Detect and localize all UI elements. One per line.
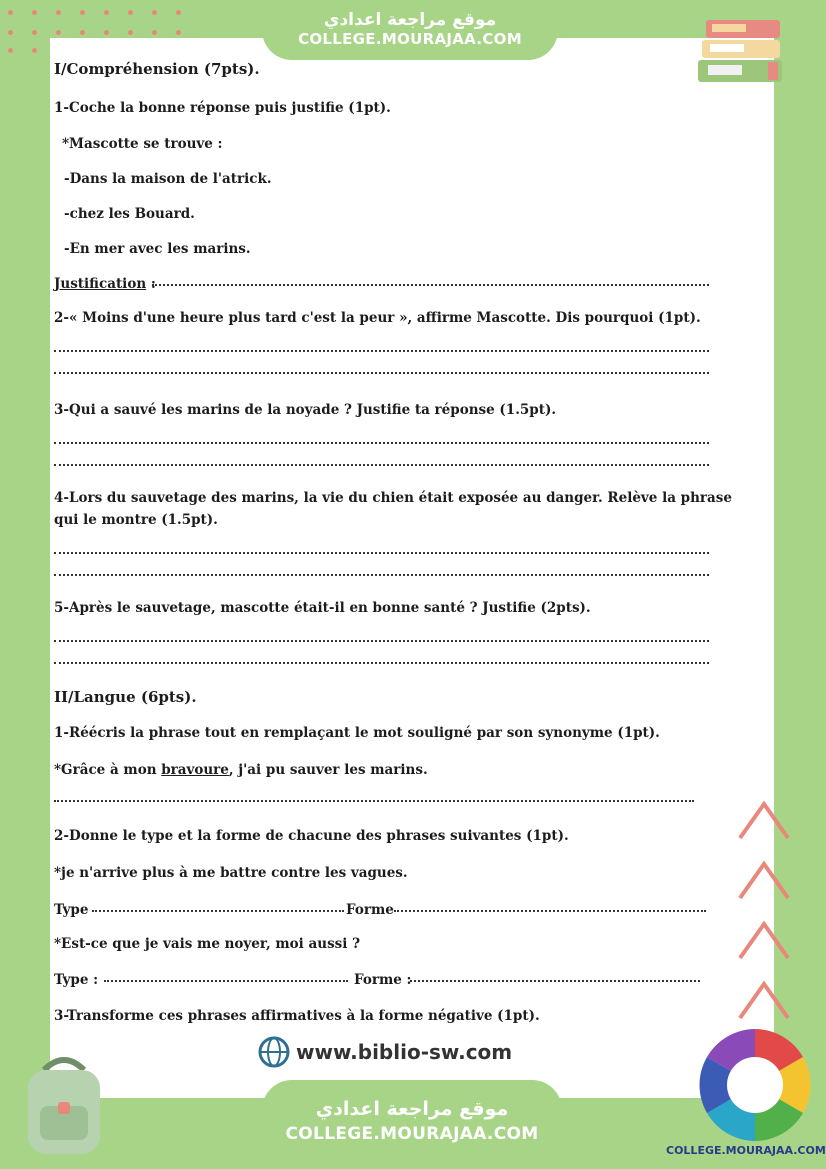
sentence-suffix: , j'ai pu sauver les marins. [228,762,428,778]
banner-bottom [262,1080,562,1169]
banner-bottom-arabic: موقع مراجعة اعدادي [315,1098,509,1120]
langue-question-3: 3-Transforme ces phrases affirmatives à la forme négative (1pt). [54,1008,540,1024]
banner-top [262,0,558,60]
langue-question-1: 1-Réécris la phrase tout en remplaçant le mot souligné par son synonyme (1pt). [54,725,660,741]
answer-line[interactable] [54,798,694,802]
answer-line[interactable] [54,572,709,576]
section2-title: II/Langue (6pts). [54,688,197,706]
forme-label: Forme [346,902,394,918]
question-5: 5-Après le sauvetage, mascotte était-il en bonne santé ? Justifie (2pts). [54,600,591,616]
books-icon [692,14,792,94]
justification-label [54,276,156,292]
answer-line[interactable] [54,462,709,466]
option-2[interactable]: -chez les Bouard. [64,206,195,222]
footer-logo-text: www.biblio-sw.com [296,1040,513,1064]
answer-line[interactable] [54,660,709,664]
sentence-prefix: *Grâce à mon [54,762,162,778]
banner-bottom-site[interactable]: COLLEGE.MOURAJAA.COM [285,1124,539,1144]
banner-top-site[interactable]: COLLEGE.MOURAJAA.COM [298,30,522,48]
answer-line[interactable] [54,440,709,444]
langue-sentence-3: *Est-ce que je vais me noyer, moi aussi ? [54,936,361,952]
langue-sentence-2: *je n'arrive plus à me battre contre les vagues. [54,865,408,881]
backpack-icon [14,1050,114,1160]
option-1[interactable]: -Dans la maison de l'atrick. [64,171,272,187]
question-2: 2-« Moins d'une heure plus tard c'est la peur », affirme Mascotte. Dis pourquoi (1pt). [54,310,701,326]
langue-sentence-1 [54,762,428,778]
globe-icon [258,1036,290,1068]
school-wheel-icon [695,1025,815,1145]
banner-top-arabic: موقع مراجعة اعدادي [323,10,497,30]
justification-colon: : [146,276,156,292]
answer-line[interactable] [54,348,709,352]
forme-label-2: Forme : [354,972,412,988]
option-3[interactable]: -En mer avec les marins. [64,241,251,257]
forme-answer-line[interactable] [394,908,706,912]
answer-line[interactable] [54,370,709,374]
section1-title: I/Compréhension (7pts). [54,60,260,78]
forme-answer-line[interactable] [410,978,700,982]
answer-line[interactable] [152,282,709,286]
langue-question-2: 2-Donne le type et la forme de chacune des phrases suivantes (1pt). [54,828,569,844]
question-4-line1: 4-Lors du sauvetage des marins, la vie du chien était exposée au danger. Relève la phrase [54,490,732,506]
question-4-line2: qui le montre (1.5pt). [54,512,218,528]
question-1-stem: *Mascotte se trouve : [62,136,223,152]
type-answer-line[interactable] [92,908,344,912]
underlined-word: bravoure [161,762,229,778]
type-answer-line[interactable] [104,978,348,982]
footer-logo[interactable] [258,1034,512,1070]
type-label-2: Type : [54,972,99,988]
answer-line[interactable] [54,638,709,642]
chevron-up-icon [736,790,792,1030]
corner-site-label[interactable]: COLLEGE.MOURAJAA.COM [666,1144,826,1157]
answer-line[interactable] [54,550,709,554]
justification-word: Justification [54,276,147,292]
type-label: Type [54,902,89,918]
question-3: 3-Qui a sauvé les marins de la noyade ? Justifie ta réponse (1.5pt). [54,402,557,418]
question-1: 1-Coche la bonne réponse puis justifie (1pt). [54,100,391,116]
